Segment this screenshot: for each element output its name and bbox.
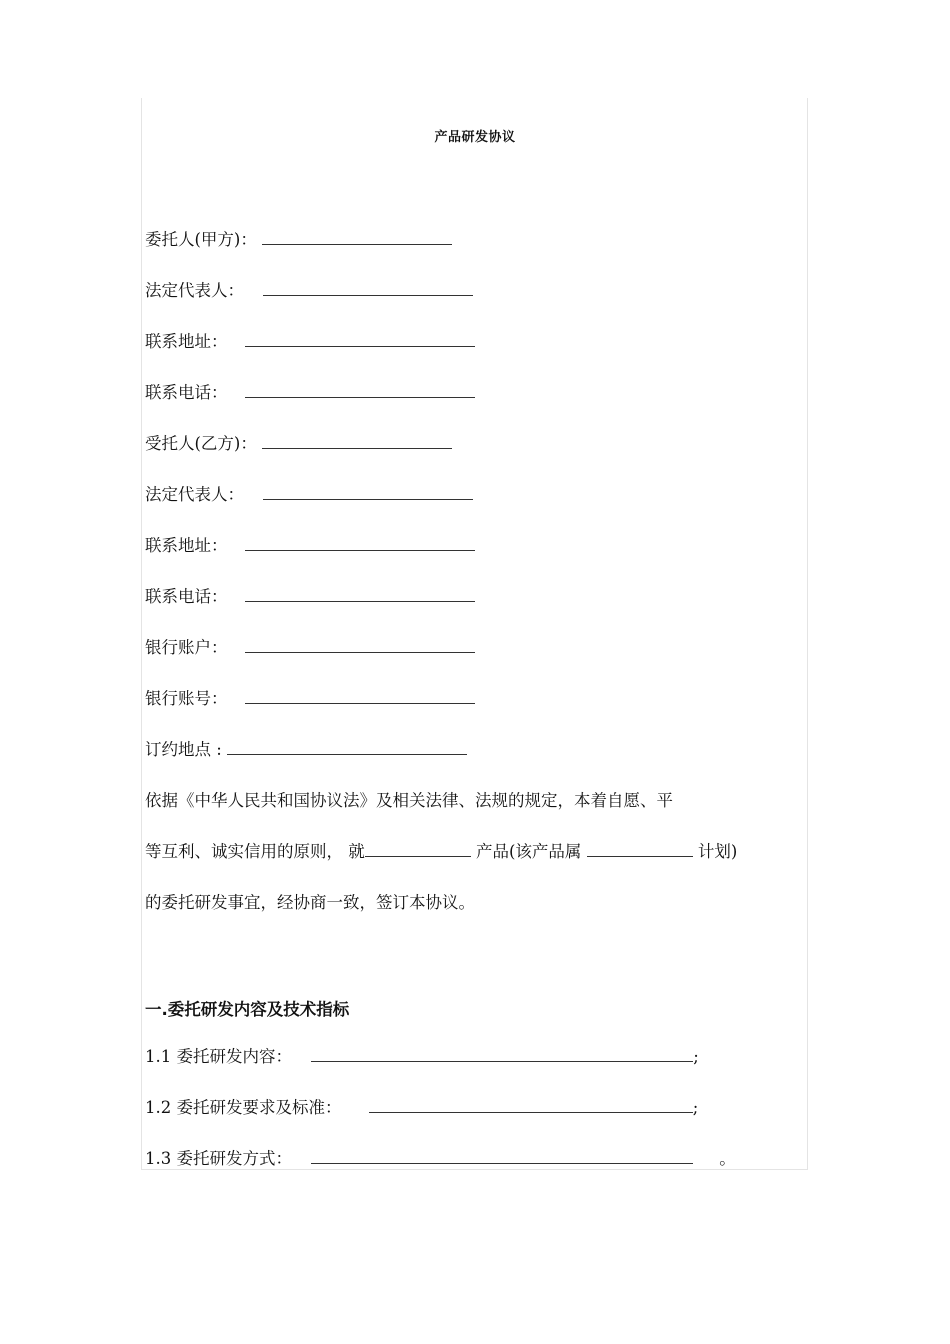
fill-in-blank[interactable] — [311, 1047, 693, 1062]
fill-in-blank[interactable] — [245, 383, 475, 398]
fill-in-blank[interactable] — [263, 281, 473, 296]
preamble-line-3: 的委托研发事宜，经协商一致，签订本协议。 — [145, 893, 475, 912]
field-client — [145, 230, 452, 250]
field-label: 银行账号： — [145, 689, 228, 708]
fill-in-blank[interactable] — [311, 1149, 693, 1164]
item-end: 。 — [719, 1149, 736, 1168]
field-contractor-rep — [145, 485, 473, 505]
field-label: 联系地址： — [145, 332, 228, 351]
field-contractor-address — [145, 536, 475, 556]
fill-in-blank[interactable] — [263, 485, 473, 500]
field-contractor-phone — [145, 587, 475, 607]
field-bank-number — [145, 689, 475, 709]
field-contractor — [145, 434, 452, 454]
product-name-blank[interactable] — [365, 842, 471, 857]
item-end: ; — [693, 1047, 699, 1066]
document-title: 产品研发协议 — [434, 130, 516, 145]
fill-in-blank[interactable] — [262, 230, 452, 245]
field-signing-place — [145, 740, 467, 760]
section-item-1-1 — [145, 1047, 699, 1067]
fill-in-blank[interactable] — [369, 1098, 693, 1113]
item-label: 1.3 委托研发方式： — [145, 1149, 292, 1168]
fill-in-blank[interactable] — [245, 689, 475, 704]
item-label: 1.2 委托研发要求及标准： — [145, 1098, 342, 1117]
field-label: 受托人(乙方)： — [145, 434, 257, 453]
section-item-1-2 — [145, 1098, 698, 1118]
field-label: 联系电话： — [145, 587, 228, 606]
preamble-line-1: 依据《中华人民共和国协议法》及相关法律、法规的规定，本着自愿、平 — [145, 791, 673, 810]
preamble-text: 等互利、诚实信用的原则， 就 — [145, 842, 365, 861]
preamble-text: 计划) — [692, 842, 738, 861]
fill-in-blank[interactable] — [245, 332, 475, 347]
item-end: ; — [692, 1098, 699, 1117]
field-client-phone — [145, 383, 475, 403]
section-item-1-3 — [145, 1149, 736, 1169]
fill-in-blank[interactable] — [262, 434, 452, 449]
field-bank-account — [145, 638, 475, 658]
fill-in-blank[interactable] — [245, 638, 475, 653]
plan-name-blank[interactable] — [587, 842, 693, 857]
field-label: 银行账户： — [145, 638, 228, 657]
preamble-line-2 — [145, 842, 737, 862]
item-label: 1.1 委托研发内容： — [145, 1047, 292, 1066]
fill-in-blank[interactable] — [245, 587, 475, 602]
field-label: 订约地点 : — [145, 740, 222, 759]
field-label: 委托人(甲方)： — [145, 230, 257, 249]
field-label: 联系地址： — [145, 536, 228, 555]
field-client-rep — [145, 281, 473, 301]
section-heading: 一.委托研发内容及技术指标 — [145, 1000, 350, 1019]
preamble-text: 产品(该产品属 — [470, 842, 587, 861]
field-label: 法定代表人： — [145, 281, 244, 300]
field-label: 联系电话： — [145, 383, 228, 402]
fill-in-blank[interactable] — [245, 536, 475, 551]
field-label: 法定代表人： — [145, 485, 244, 504]
field-client-address — [145, 332, 475, 352]
fill-in-blank[interactable] — [227, 740, 467, 755]
